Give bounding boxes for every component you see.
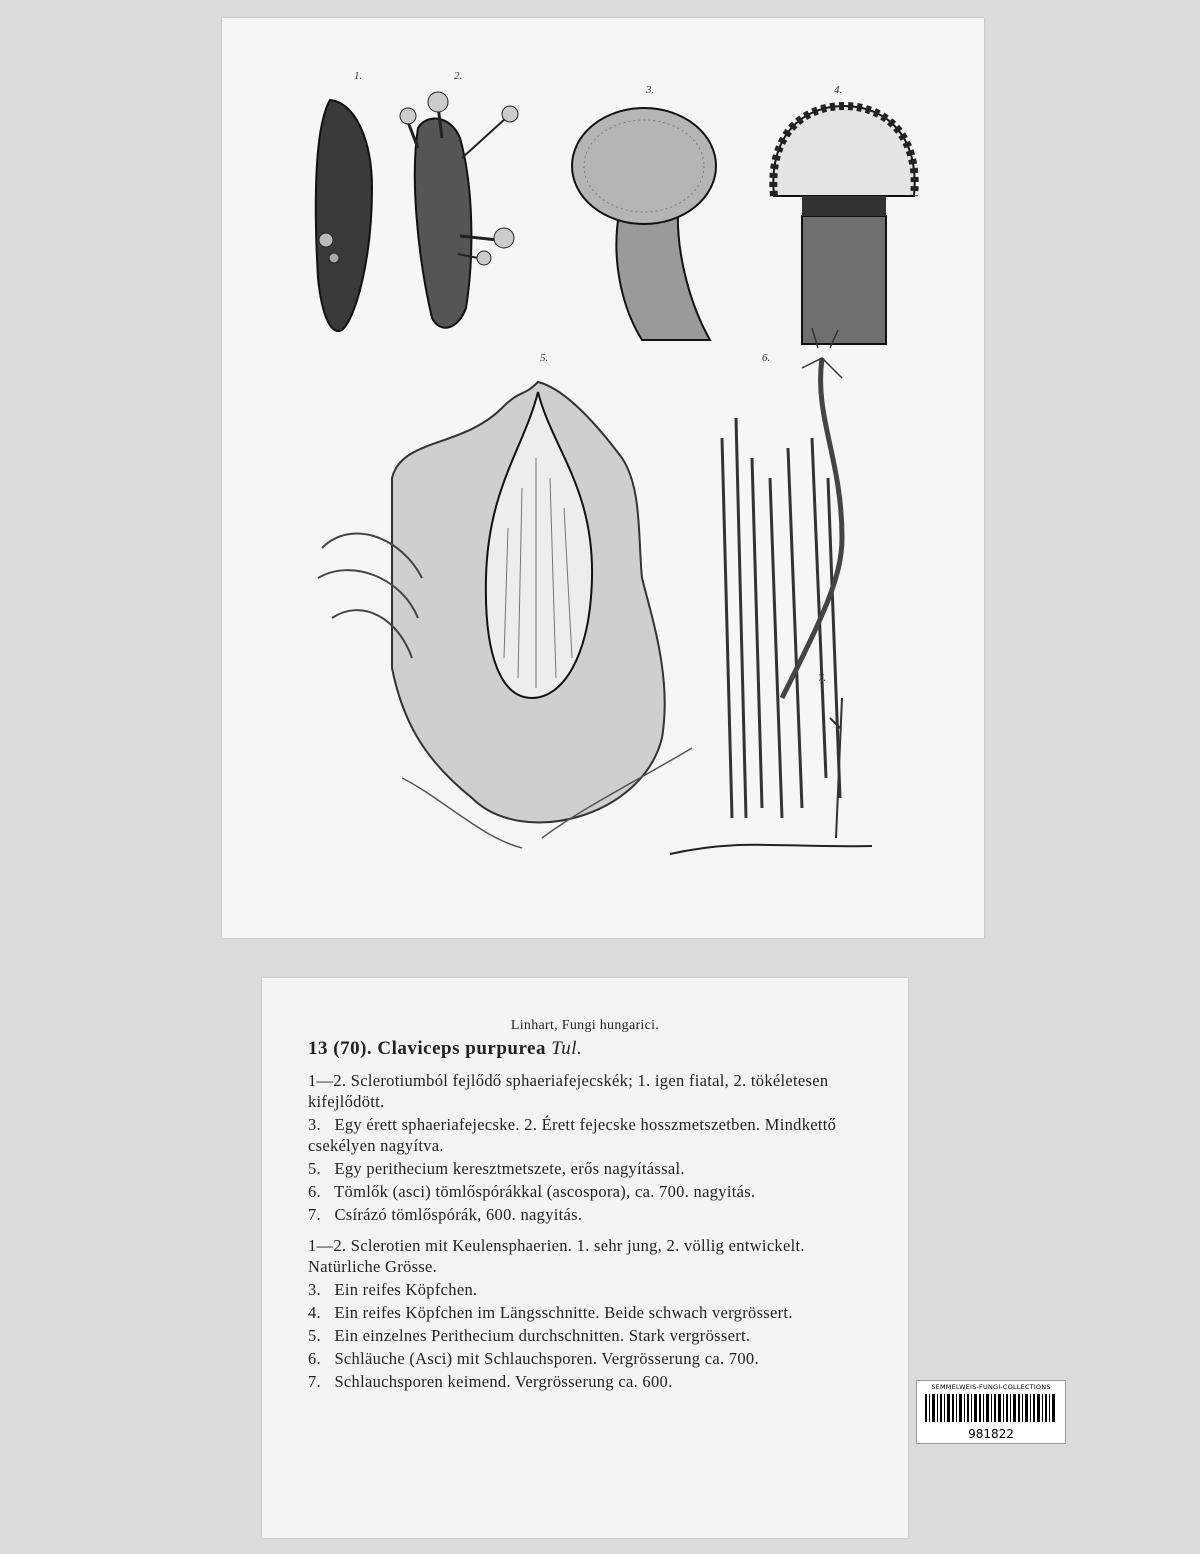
figure-4-head-section xyxy=(773,106,914,344)
german-entry: 4. Ein reifes Köpfchen im Längsschnitte. Beide schwach vergrössert. xyxy=(308,1303,793,1322)
figure-number-4: 4. xyxy=(834,84,843,96)
title-number: 13 (70). xyxy=(308,1038,373,1059)
barcode-label xyxy=(916,1380,1066,1444)
figure-2-stroma-heads xyxy=(400,92,518,328)
german-entry: 3. Ein reifes Köpfchen. xyxy=(308,1280,478,1299)
figure-1-sclerotium xyxy=(316,100,372,331)
label-source: Linhart, Fungi hungarici. xyxy=(510,1018,660,1033)
german-entry: 6. Schläuche (Asci) mit Schlauchsporen. Vergrösserung ca. 700. xyxy=(308,1349,759,1368)
figure-5-perithecium xyxy=(318,382,692,848)
section-gap xyxy=(308,1227,868,1235)
barcode-number: 981822 xyxy=(968,1427,1014,1441)
german-entry: 7. Schlauchsporen keimend. Vergrösserung ca. 600. xyxy=(308,1372,673,1391)
figure-number-6: 6. xyxy=(762,352,771,364)
plate-drawings xyxy=(222,18,984,938)
hungarian-entry: 7. Csírázó tömlőspórák, 600. nagyitás. xyxy=(308,1205,583,1224)
figure-3-mature-head xyxy=(572,108,716,340)
hungarian-entry: 5. Egy perithecium keresztmetszete, erős nagyítással. xyxy=(308,1159,685,1178)
label-title xyxy=(308,1038,582,1060)
label-entries xyxy=(308,1070,868,1394)
barcode-icon xyxy=(925,1394,1057,1422)
german-entry: 5. Ein einzelnes Perithecium durchschnitten. Stark vergrössert. xyxy=(308,1326,751,1345)
hungarian-entry: 3. Egy érett sphaeriafejecske. 2. Érett fejecske hosszmetszetben. Mindkettő csekélyen nagyítva. xyxy=(308,1115,837,1155)
title-species: Claviceps purpurea xyxy=(377,1038,546,1059)
hungarian-entry: 1—2. Sclerotiumból fejlődő sphaeriafejecskék; 1. igen fiatal, 2. tökéletesen kifejlődött. xyxy=(308,1071,829,1111)
german-entry: 1—2. Sclerotien mit Keulensphaerien. 1. sehr jung, 2. völlig entwickelt. Natürliche Grösse. xyxy=(308,1236,805,1276)
figure-number-5: 5. xyxy=(540,352,549,364)
hungarian-entry: 6. Tömlők (asci) tömlőspórákkal (ascospora), ca. 700. nagyitás. xyxy=(308,1182,756,1201)
title-author: Tul. xyxy=(551,1038,583,1059)
barcode-institution: SEMMELWEIS-FUNGI-COLLECTIONS xyxy=(931,1383,1051,1391)
figure-number-3: 3. xyxy=(646,84,655,96)
figure-number-1: 1. xyxy=(354,70,363,82)
specimen-label xyxy=(262,978,908,1538)
figure-number-7: 7. xyxy=(818,672,827,684)
figure-7-germinating-spores xyxy=(670,698,872,854)
illustration-plate xyxy=(222,18,984,938)
figure-6-asci xyxy=(722,328,842,818)
figure-number-2: 2. xyxy=(454,70,463,82)
